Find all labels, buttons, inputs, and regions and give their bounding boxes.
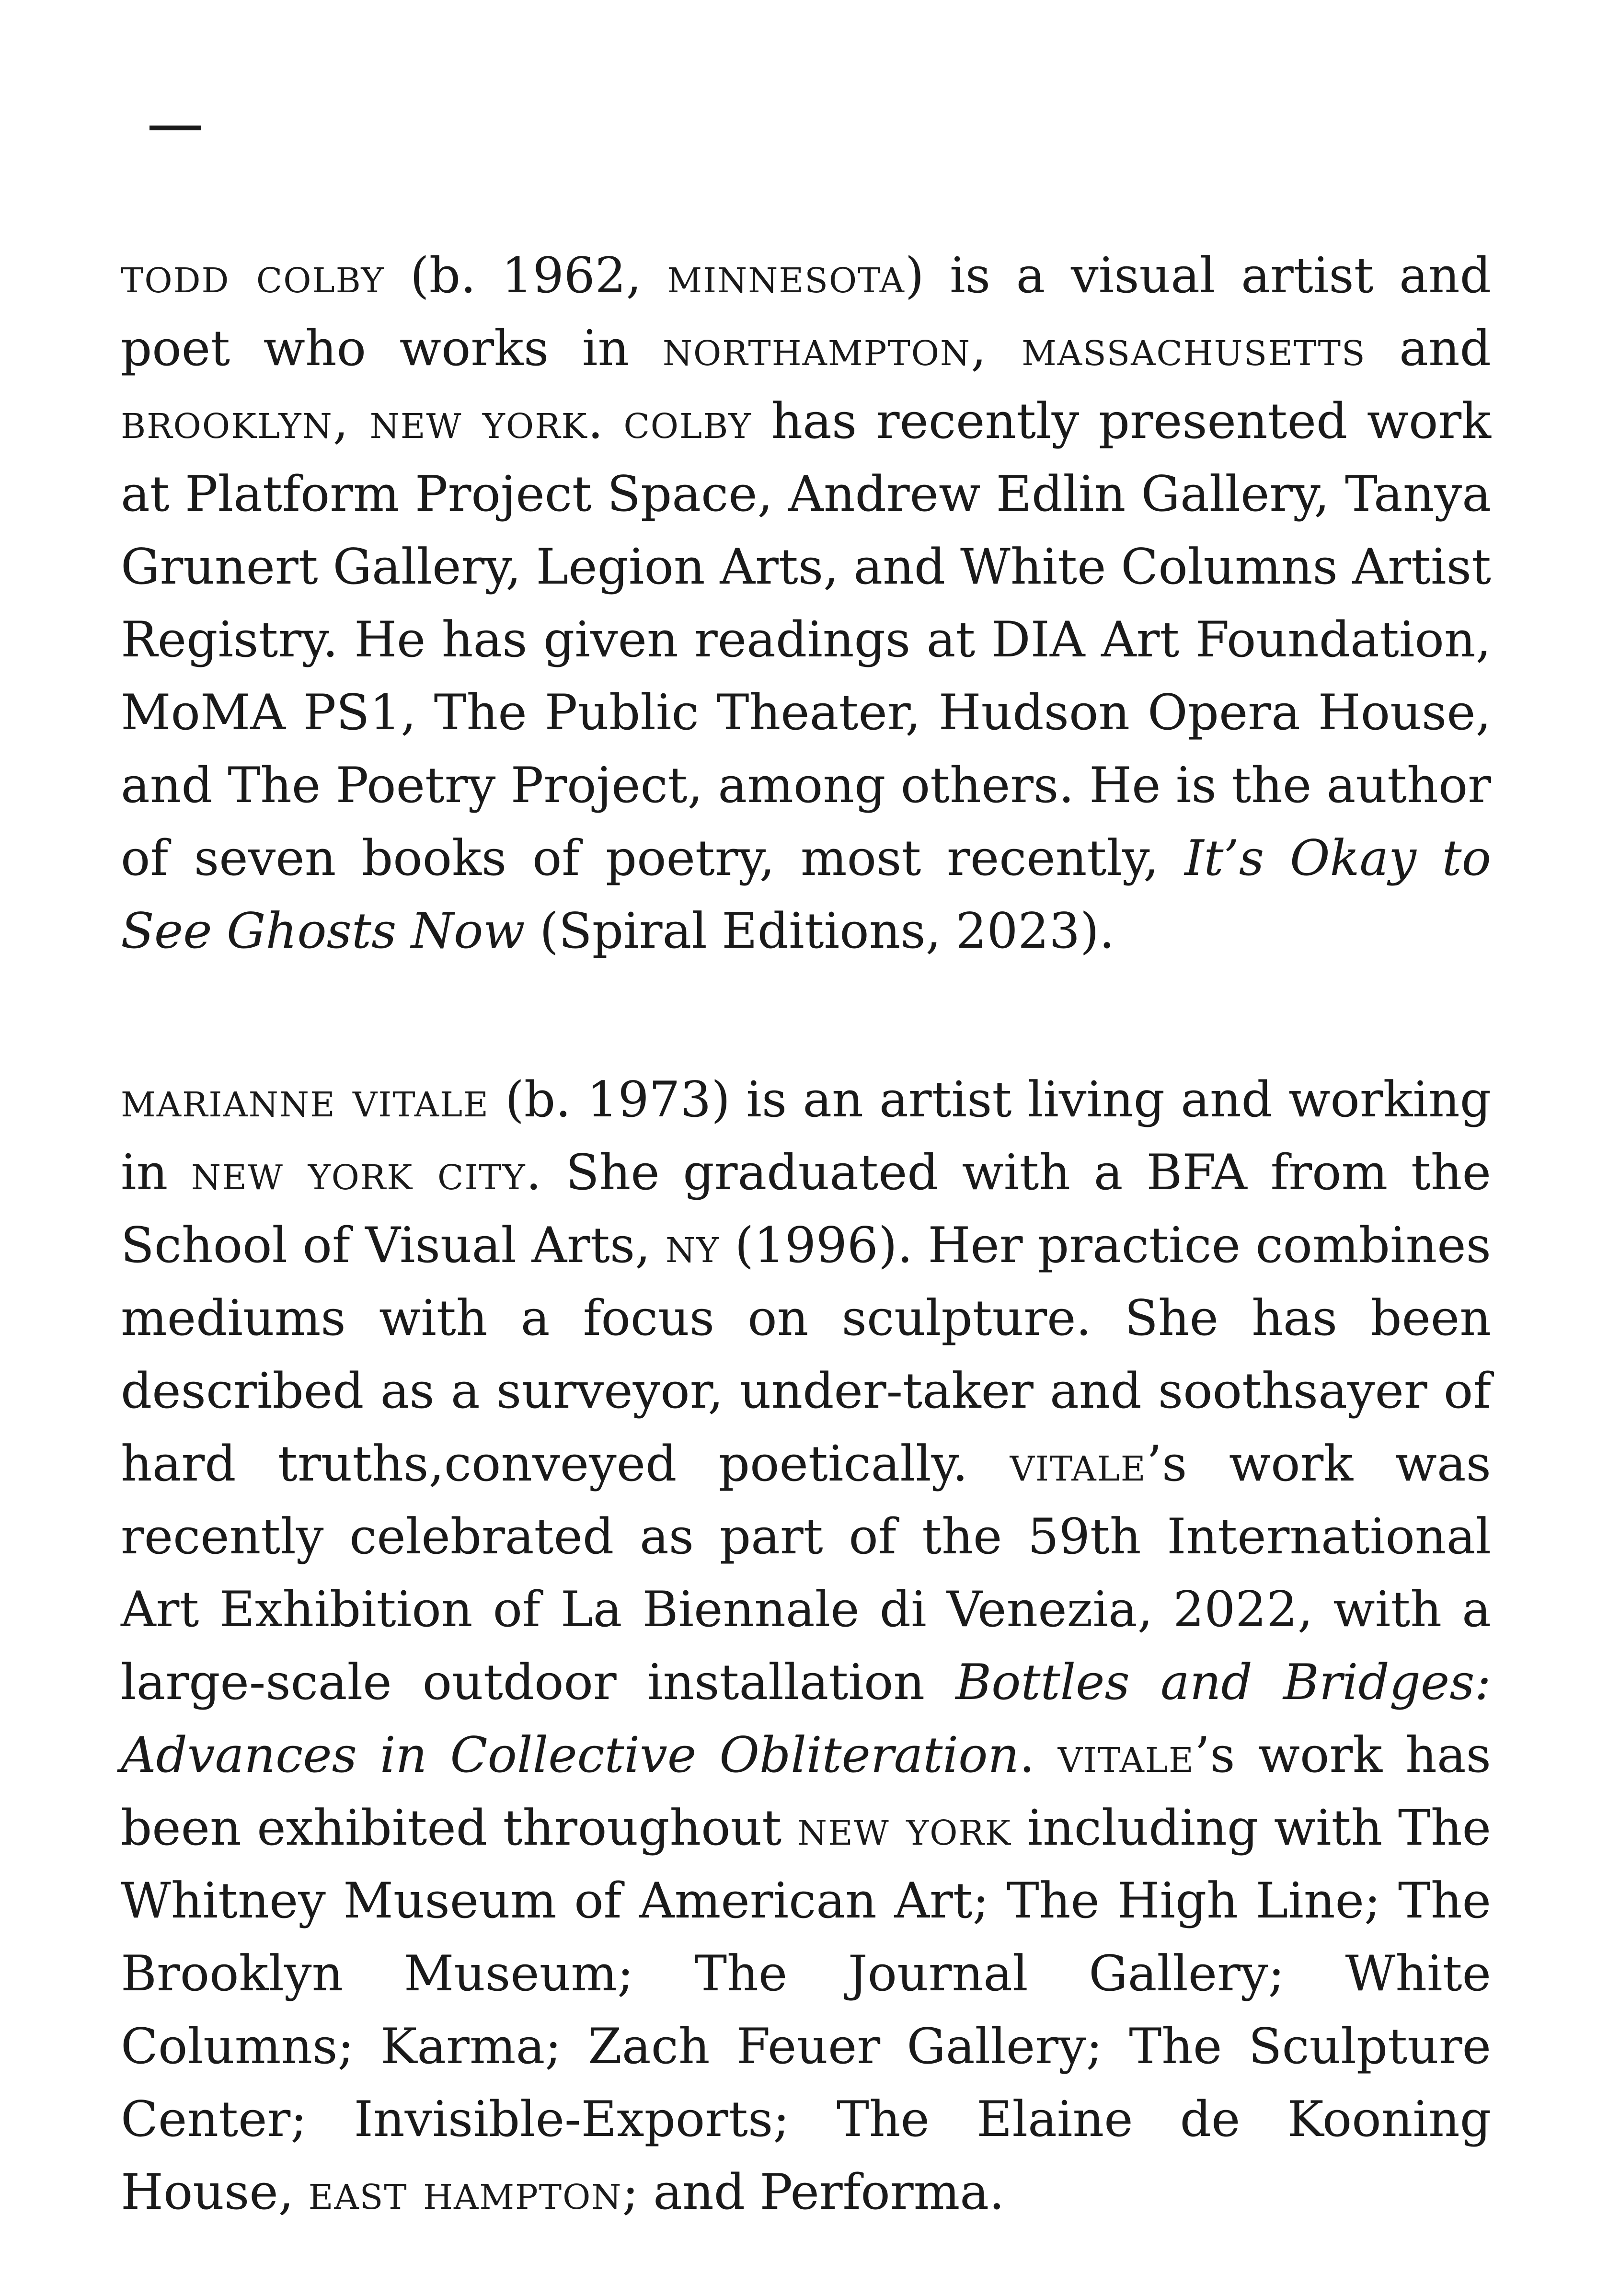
place-name: northampton, massachusetts: [662, 320, 1366, 377]
artist-name: marianne vitale: [121, 1071, 489, 1128]
bio-text: [604, 393, 623, 450]
place-name: new york: [797, 1800, 1011, 1857]
book-title: It’s Okay to See Ghosts Now: [121, 830, 1491, 960]
artist-surname: vitale: [1010, 1435, 1147, 1492]
bio-text: .: [1019, 1727, 1058, 1784]
bio-todd-colby: [121, 240, 1491, 968]
installation-title: Bottles and Bridges: Advances in Collective Obliteration: [121, 1654, 1491, 1784]
place-name: ny: [666, 1217, 720, 1274]
bio-text: (Spiral Editions, 2023).: [525, 903, 1115, 960]
artist-surname: colby: [623, 393, 752, 450]
bio-marianne-vitale: [121, 1064, 1491, 2229]
bio-text: ’s work was recently celebrated as part of the 59th International Art Exhibition of La Biennale di Venezia, 2022, with a large-scale outdoor installation: [121, 1435, 1491, 1711]
bio-text: including with The Whitney Museum of American Art; The High Line; The Brooklyn Museum; The Journal Gallery; White Columns; Karma; Zach Feuer Gallery; The Sculpture Center; Invisible-Exports; The Elaine de Kooning House,: [121, 1800, 1491, 2221]
bio-text: and: [1366, 320, 1491, 377]
bio-text: She graduated with a BFA from the School of Visual Arts,: [121, 1144, 1491, 1274]
place-name: brooklyn, new york.: [121, 393, 604, 450]
bio-text: ; and Performa.: [622, 2164, 1005, 2221]
section-dash-divider: [149, 126, 201, 130]
bio-text: ’s work has been exhibited throughout: [121, 1727, 1491, 1857]
bio-text: (1996). Her practice combines mediums with a focus on sculpture. She has been described as a surveyor, under-taker and soothsayer of hard truths,conveyed poetically.: [121, 1217, 1491, 1492]
bio-text: (b. 1973) is an artist living and working in: [121, 1071, 1491, 1201]
bio-text: has recently presented work at Platform Project Space, Andrew Edlin Gallery, Tanya Grunert Gallery, Legion Arts, and White Columns Artist Registry. He has given readings at DIA Art Foundation, MoMA PS1, The Public Theater, Hudson Opera House, and The Poetry Project, among others. He is the author of seven books of poetry, most recently,: [121, 393, 1491, 887]
bio-text: ) is a visual artist and poet who works in: [121, 247, 1491, 377]
place-name: minnesota: [667, 247, 905, 304]
bio-text: (b. 1962,: [384, 247, 667, 304]
place-name: new york city.: [191, 1144, 543, 1201]
artist-name: todd colby: [121, 247, 385, 304]
artist-surname: vitale: [1057, 1727, 1195, 1784]
place-name: east hampton: [308, 2164, 622, 2221]
